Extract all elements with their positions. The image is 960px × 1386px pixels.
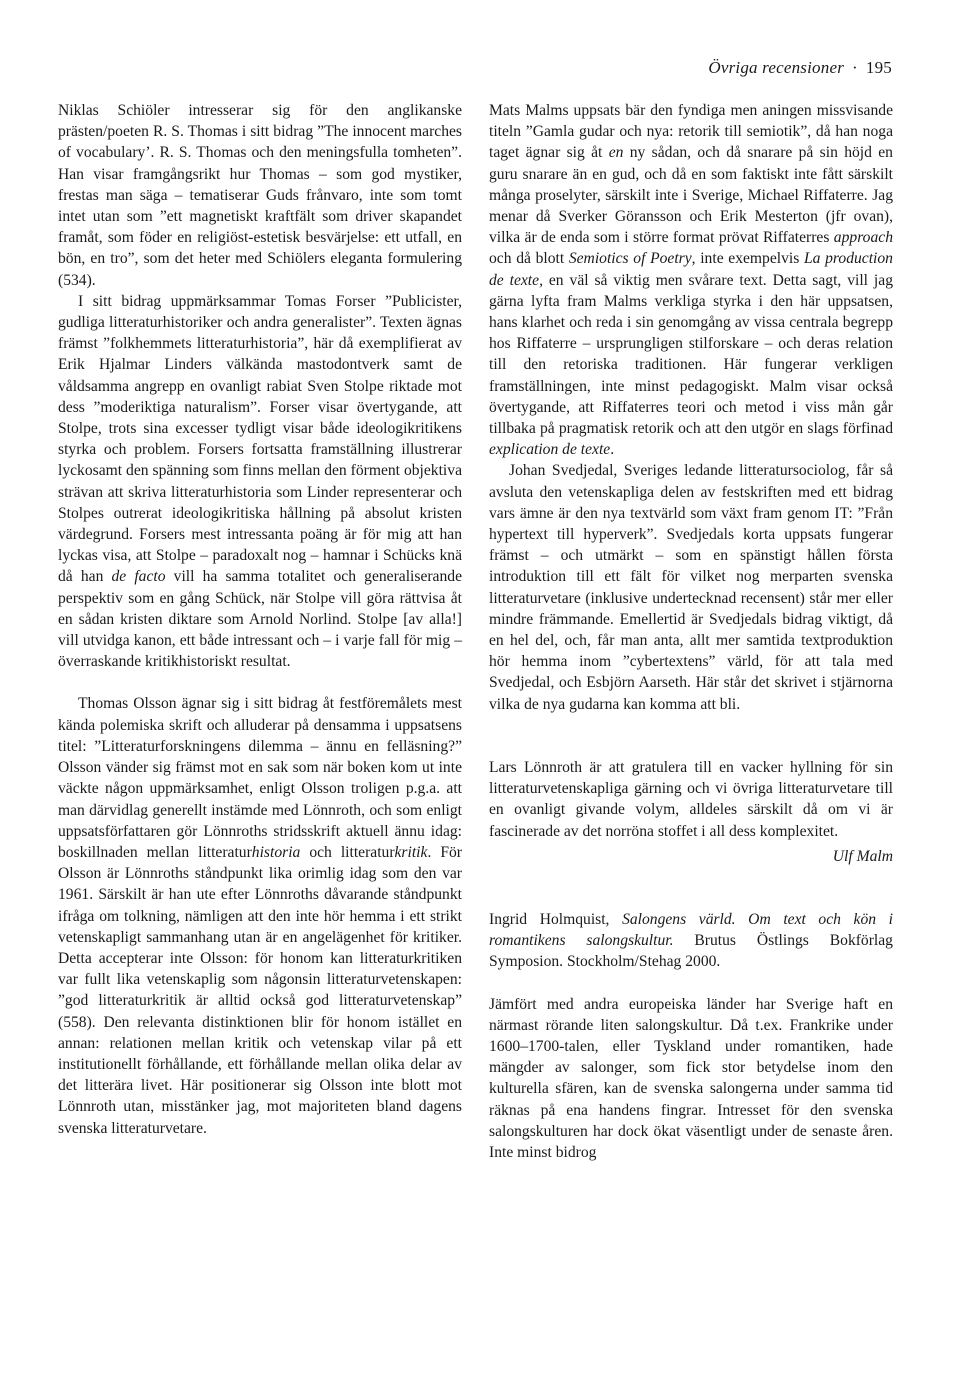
paragraph-lonnroth: Lars Lönnroth är att gratulera till en vacker hyllning för sin litteraturvetenskapliga gärning och vi övriga litteraturvetare till en ovanligt givande volym, alldeles särskilt då om vi är fascinerade av det norröna stoffet i all dess komplexitet. [489,758,893,840]
running-head [708,58,892,78]
paragraph-svedjedal: Johan Svedjedal, Sveriges ledande litteratursociolog, får så avsluta den vetenskapliga delen av festskriften med ett bidrag vars ämne är den nya textvärld som växt fram genom IT: ”Från hypertext till hyperverk”. Svedjedals korta uppsats fungerar främst – och utmärkt – som en spänstigt hållen första introduktion till ett fält för vilket nog merparten svenska litteraturvetare (inklusive undertecknad recensent) står mer eller mindre främmande. Emellertid är Svedjedals bidrag viktigt, då en hel del, och, får man anta, allt mer samtida textproduktion hör hemma inom ”cybertextens” värld, för att tala med Svedjedal, och Esbjörn Aarseth. Här står det skrivet i stjärnorna vilka de nya gudarna kan komma att bli. [489,462,893,713]
left-column [58,100,462,1139]
paragraph-olsson: Thomas Olsson ägnar sig i sitt bidrag åt festföremålets mest kända polemiska skrift och alluderar på densamma i uppsatsens titel: ”Litteraturforskningens dilemma – ännu en felläsning?” Olsson vänder sig främst mot en sak som när boken kom ut inte väckte någon uppmärksamhet, enligt Olsson troligen p.g.a. att man därvidlag generellt instämde med Lönnroth, och som enligt uppsatsförfattaren gör Lönnroths stridsskrift aktuell ännu idag: boskillnaden mellan litteraturhistoria och litteraturkritik. För Olsson är Lönnroths ståndpunkt lika orimlig idag som den var 1961. Särskilt är han ute efter Lönnroths dåvarande ståndpunkt ifråga om tolkning, nämligen att den inte hör hemma i ett strikt vetenskapligt sammanhang utan är en angelägenhet för kritiker. Detta accepterar inte Olsson: för honom kan litteraturkritiken var fullt lika vetenskaplig som någonsin litteraturvetenskapen: ”god litteraturkritik är alltid också god litteraturvetenskap” (558). Den relevanta distinktionen blir för honom istället en annan: relationen mellan kritik och vetenskap vilar på ett institutionellt förhållande, ett förhållande mellan olika delar av det litterära livet. Här positionerar sig Olsson inte blott mot Lönnroth utan, misstänker jag, mot majoriteten bland dagens svenska litteraturvetare. [58,695,462,1137]
reviewer-signature: Ulf Malm [832,847,893,865]
separator: · [852,58,858,77]
paragraph-salong: Jämfört med andra europeiska länder har Sverige haft en närmast rörande liten salongskultur. Då t.ex. Frankrike under 1600–1700-talen, eller Tyskland under romantiken, hade mängder av salonger, som fick stor betydelse inom den kulturella sfären, kan de svenska salongerna under samma tid räknas på ena handens fingrar. Intresset för den svenska salongskulturen har dock ökat väsentligt under de senaste åren. Inte minst bidrog [489,995,893,1161]
paragraph-malm: Mats Malms uppsats bär den fyndiga men aningen missvisande titeln ”Gamla gudar och nya: retorik till semiotik”, då han noga taget ägnar sig åt en ny sådan, och då snarare på sin höjd en guru snarare än en gud, och då en som faktiskt inte fått särskilt många proselyter, särskilt inte i Sverige, Michael Riffaterre. Jag menar då Sverker Göransson och Erik Mesterton (jfr ovan), vilka är de enda som i större format prövat Riffaterres approach och då blott Semiotics of Poetry, inte exempelvis La production de texte, en väl så viktig men svårare text. Detta sagt, vill jag gärna lyfta fram Malms verkliga styrka i den här uppsatsen, hans klarhet och reda i sin genomgång av vissa centrala begrepp hos Riffaterre – ursprungligen stilforskare – och deras relation till den retoriska traditionen. Här fungerar verkligen framställningen, inte minst pedagogiskt. Malm visar också övertygande, att Riffaterres teori och metod i viss mån går tillbaka på pragmatisk retorik och att den utgör en slags förfinad explication de texte. [489,102,893,459]
page-number: 195 [865,58,892,77]
right-column [489,100,893,1163]
section-title: Övriga recensioner [708,58,845,77]
paragraph-forser: I sitt bidrag uppmärksammar Tomas Forser ”Publicister, gudliga litteraturhistoriker och andra generalister”. Texten ägnas främst ”folkhemmets litteraturhistoria”, här då exemplifierat av Erik Hjalmar Linders välkända mastodontverk samt de våldsamma angrepp en ovanligt rabiat Sven Stolpe riktade mot dess ”moderiktiga naturalism”. Forser visar övertygande, att Stolpe, trots sina excesser tydligt visar både ideologikritikens styrka och problem. Forsers fortsatta framställning illustrerar lyckosamt den spänning som finns mellan den förment objektiva strävan att skriva litteraturhistoria som Linder representerar och Stolpes outrerat ideologikritiska hållning på absolut kristen värdegrund. Forsers mest intressanta poäng är för mig att han lyckas visa, att Stolpe – paradoxalt nog – hamnar i Schücks knä då han de facto vill ha samma totalitet och generaliserande perspektiv som en gång Schück, när Stolpe vill göra rättvisa åt en sådan kristen diktare som Arnold Norlind. Stolpe [av alla!] vill utvidga kanon, ett både intressant och – i varje fall för mig – överraskande kritikhistoriskt resultat. [58,292,462,671]
paragraph-schioler: Niklas Schiöler intresserar sig för den anglikanske prästen/poeten R. S. Thomas i sitt bidrag ”The innocent marches of vocabulary’. R. S. Thomas och den meningsfulla tomheten”. Han visar framgångsrikt hur Thomas – som god mystiker, frestas man säga – tematiserar Guds frånvaro, inte som tomt intet utan som ”ett magnetiskt kraftfält som driver skapandet framåt, som föder en religiöst-estetisk besvärjelse: ett utfall, en bön, en tro”, som det heter med Schiölers eleganta formulering (534). [58,102,462,289]
book-reference: Ingrid Holmquist, Salongens värld. Om text och kön i romantikens salongskultur. Brutus Östlings Bokförlag Symposion. Stockholm/Stehag 2000. [489,910,893,971]
